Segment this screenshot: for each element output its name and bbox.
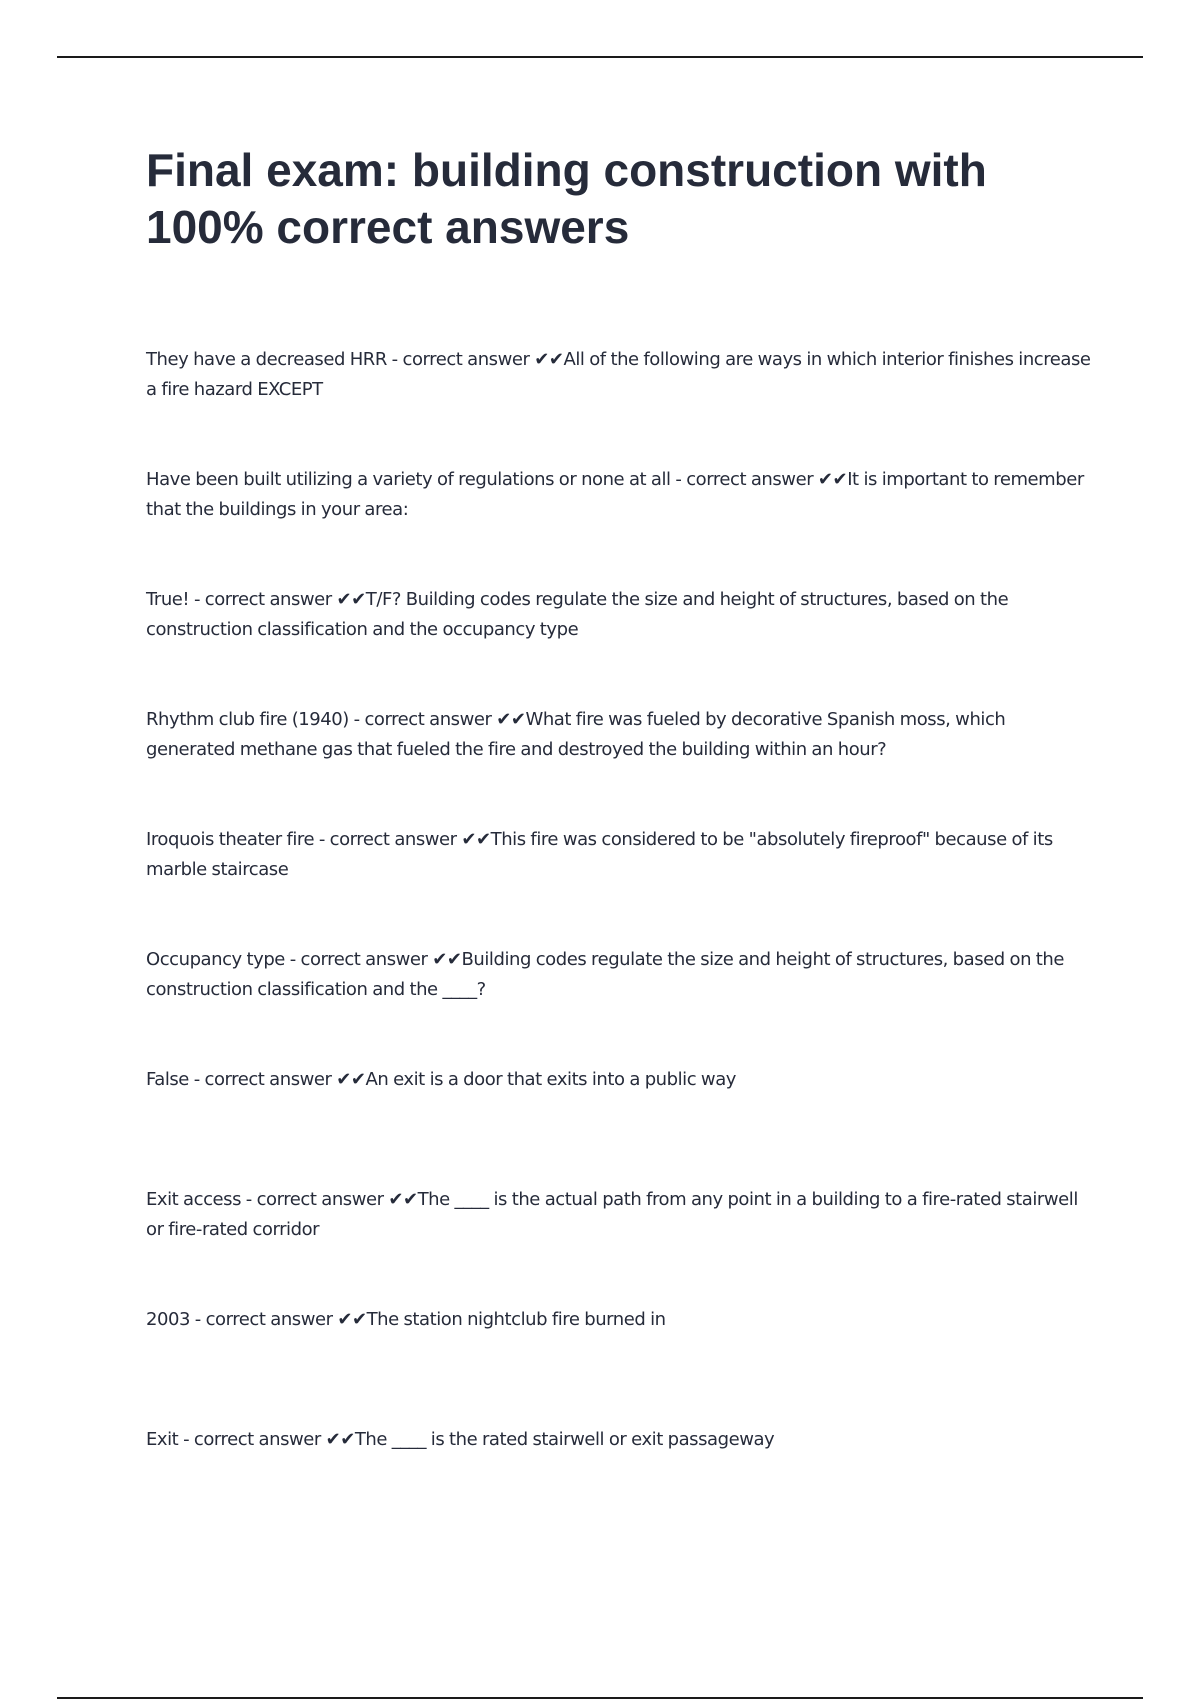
qa-answer: They have a decreased HRR bbox=[146, 349, 387, 370]
qa-item bbox=[146, 1065, 1096, 1185]
qa-question: This fire was considered to be "absolutely fireproof" because of its marble staircase bbox=[146, 829, 1053, 880]
qa-question: The ____ is the rated stairwell or exit passageway bbox=[354, 1429, 775, 1450]
qa-question: An exit is a door that exits into a public way bbox=[365, 1069, 736, 1090]
qa-separator: - correct answer ✔✔ bbox=[386, 349, 564, 370]
qa-question: It is important to remember that the buildings in your area: bbox=[146, 469, 1084, 520]
qa-question: What fire was fueled by decorative Spanish moss, which generated methane gas that fueled the fire and destroyed the building within an hour? bbox=[146, 709, 1006, 760]
qa-answer: Rhythm club fire (1940) bbox=[146, 709, 349, 730]
qa-separator: - correct answer ✔✔ bbox=[178, 1429, 355, 1450]
qa-answer: Occupancy type bbox=[146, 949, 285, 970]
qa-item bbox=[146, 585, 1096, 705]
top-rule bbox=[57, 56, 1143, 58]
qa-answer: Exit bbox=[146, 1429, 179, 1450]
qa-separator: - correct answer ✔✔ bbox=[189, 589, 366, 610]
qa-question: Building codes regulate the size and height of structures, based on the construction classification and the ____? bbox=[146, 949, 1064, 1000]
qa-separator: - correct answer ✔✔ bbox=[670, 469, 848, 490]
qa-item bbox=[146, 465, 1096, 585]
qa-answer: True! bbox=[146, 589, 190, 610]
qa-question: The station nightclub fire burned in bbox=[366, 1309, 666, 1330]
qa-separator: - correct answer ✔✔ bbox=[314, 829, 491, 850]
qa-separator: - correct answer ✔✔ bbox=[348, 709, 526, 730]
qa-answer: Have been built utilizing a variety of regulations or none at all bbox=[146, 469, 671, 490]
qa-item bbox=[146, 705, 1096, 825]
qa-separator: - correct answer ✔✔ bbox=[188, 1069, 366, 1090]
qa-item bbox=[146, 825, 1096, 945]
qa-item bbox=[146, 945, 1096, 1065]
page-title: Final exam: building construction with 100% correct answers bbox=[146, 144, 987, 253]
qa-answer: False bbox=[146, 1069, 189, 1090]
bottom-rule bbox=[57, 1697, 1143, 1699]
qa-separator: - correct answer ✔✔ bbox=[284, 949, 462, 970]
qa-item bbox=[146, 345, 1096, 465]
qa-list bbox=[146, 345, 1096, 1545]
qa-question: The ____ is the actual path from any point in a building to a fire-rated stairwell or fire-rated corridor bbox=[146, 1189, 1078, 1240]
qa-item bbox=[146, 1425, 1096, 1545]
qa-question: T/F? Building codes regulate the size and height of structures, based on the construction classification and the occupancy type bbox=[146, 589, 1009, 640]
qa-answer: Iroquois theater fire bbox=[146, 829, 315, 850]
qa-question: All of the following are ways in which interior finishes increase a fire hazard EXCEPT bbox=[146, 349, 1091, 400]
qa-answer: 2003 bbox=[146, 1309, 191, 1330]
qa-answer: Exit access bbox=[146, 1189, 242, 1210]
qa-separator: - correct answer ✔✔ bbox=[241, 1189, 418, 1210]
qa-item bbox=[146, 1305, 1096, 1425]
qa-separator: - correct answer ✔✔ bbox=[190, 1309, 367, 1330]
qa-item bbox=[146, 1185, 1096, 1305]
